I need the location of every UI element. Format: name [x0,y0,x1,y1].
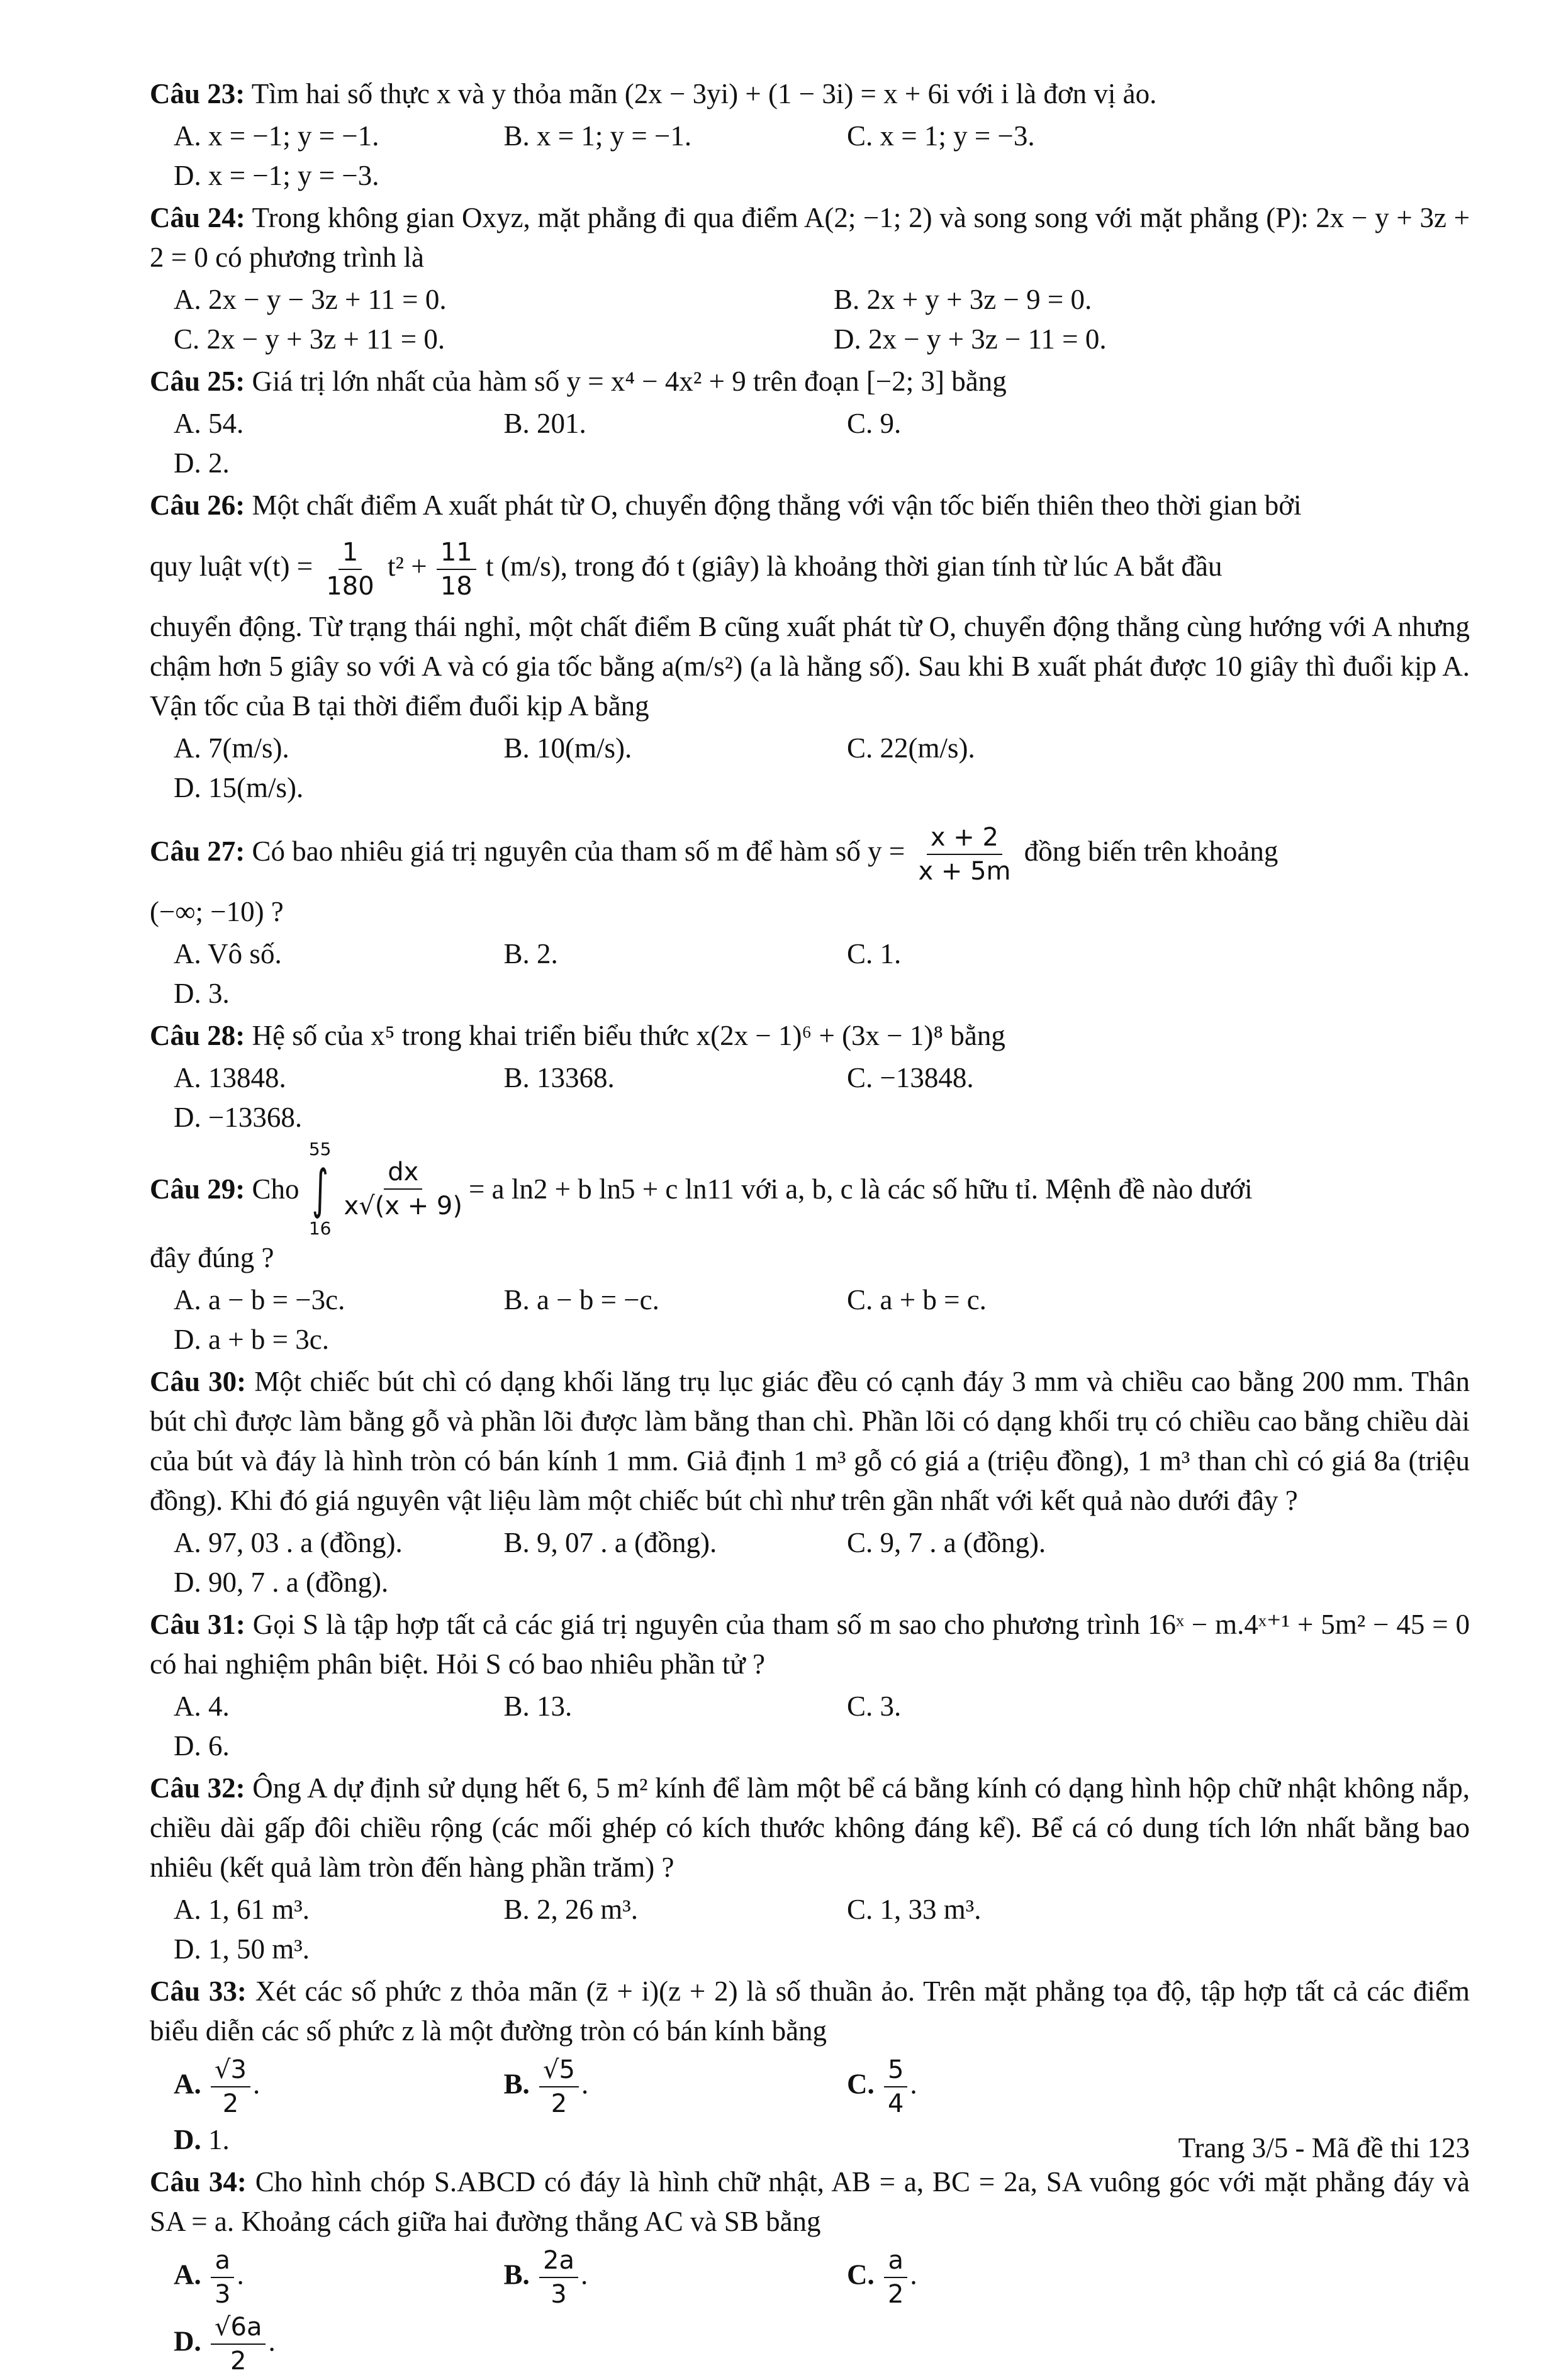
page-footer: Trang 3/5 - Mã đề thi 123 [1178,2132,1470,2164]
question-text: Cho [252,1173,299,1205]
option-fraction [211,2053,250,2120]
fraction-denominator: 3 [215,2280,231,2309]
fraction-numerator: 11 [437,536,476,570]
exam-page [150,74,1470,2380]
question-32 [150,1768,1470,1969]
question-label: Câu 24: [150,202,245,233]
fraction-denominator: 2 [551,2089,568,2118]
option-letter: D. [174,2325,201,2357]
formula-suffix: t (m/s), trong đó t (giây) là khoảng thời gian tính từ lúc A bắt đầu [485,550,1223,582]
option-b[interactable]: B. a − b = −c. [503,1284,659,1316]
question-31 [150,1605,1470,1766]
function-fraction [914,821,1014,888]
question-text-continued: đây đúng ? [150,1242,274,1273]
option-b[interactable]: B. 9, 07 . a (đồng). [503,1527,717,1558]
question-26 [150,486,1470,808]
option-letter: B. [503,2068,530,2100]
fraction-denominator: 2 [230,2347,247,2376]
option-a[interactable]: A. $\frac{a}{3}$ . [150,2244,480,2311]
question-label: Câu 25: [150,366,245,397]
fraction-denominator: 18 [440,571,473,601]
option-c[interactable]: C. 9. [846,408,902,439]
option-letter: C. [846,2068,875,2100]
question-label: Câu 32: [150,1772,245,1804]
option-a[interactable]: A. 1, 61 m³. [174,1894,310,1925]
question-label: Câu 28: [150,1020,245,1051]
fraction-denominator: 2 [222,2089,239,2118]
question-text: Ông A dự định sử dụng hết 6, 5 m² kính để làm một bể cá bằng kính có dạng hình hộp chữ nhật không nắp, chiều dài gấp đôi chiều rộng (các mối ghép có kích thước không đáng kể). Bể cá có dung tích lớn nhất bằng bao nhiêu (kết quả làm tròn đến hàng phần trăm) ? [150,1772,1470,1883]
option-b[interactable]: B. $\frac{2a}{3}$ . [480,2244,823,2311]
question-text: Một chất điểm A xuất phát từ O, chuyển động thẳng với vận tốc biến thiên theo thời gian bởi [252,489,1302,521]
question-text: Trong không gian Oxyz, mặt phẳng đi qua điểm A(2; −1; 2) và song song với mặt phẳng (P): 2x − y + 3z + 2 = 0 có phương trình là [150,202,1470,273]
option-d[interactable]: D. a + b = 3c. [174,1324,329,1355]
option-d[interactable]: D. $\frac{√6a}{2}$ . [150,2311,480,2377]
option-c[interactable]: C. x = 1; y = −3. [846,120,1035,152]
question-label: Câu 34: [150,2166,247,2198]
integrand-fraction [340,1156,466,1222]
question-text: Gọi S là tập hợp tất cả các giá trị nguyên của tham số m sao cho phương trình 16ˣ − m.4ˣ⁺¹ + 5m² − 45 = 0 có hai nghiệm phân biệt. Hỏi S có bao nhiêu phần tử ? [150,1609,1470,1680]
option-a[interactable]: A. $\frac{√3}{2}$ . [150,2053,480,2120]
fraction-denominator: x√(x + 9) [344,1192,462,1221]
formula-prefix: quy luật v(t) = [150,550,313,582]
option-a[interactable]: A. 4. [174,1690,230,1722]
fraction-numerator: √6a [211,2311,266,2345]
formula-middle: t² + [387,550,427,582]
option-c[interactable]: C. 2x − y + 3z + 11 = 0. [174,323,445,355]
question-label: Câu 27: [150,835,245,867]
option-fraction [211,2311,266,2377]
option-b[interactable]: B. 201. [503,408,586,439]
option-fraction [539,2244,578,2311]
option-d[interactable]: D. x = −1; y = −3. [174,160,379,191]
option-d[interactable]: D. 2x − y + 3z − 11 = 0. [834,323,1107,355]
option-value: 1. [208,2124,230,2155]
question-text: Cho hình chóp S.ABCD có đáy là hình chữ nhật, AB = a, BC = 2a, SA vuông góc với mặt phẳng đáy và SA = a. Khoảng cách giữa hai đường thẳng AC và SB bằng [150,2166,1470,2237]
option-a[interactable]: A. 13848. [174,1062,286,1093]
fraction-numerator: a [211,2244,234,2278]
fraction-numerator: x + 2 [927,821,1002,855]
option-a[interactable]: A. 7(m/s). [174,732,289,764]
option-a[interactable]: A. 97, 03 . a (đồng). [174,1527,403,1558]
option-d[interactable] [150,2120,480,2160]
option-c[interactable]: C. $\frac{5}{4}$ . [823,2053,1153,2120]
fraction-denominator: 180 [326,571,374,601]
option-d[interactable]: D. 1, 50 m³. [174,1933,310,1965]
fraction-numerator: dx [384,1156,422,1190]
question-30 [150,1362,1470,1602]
option-a[interactable]: A. a − b = −3c. [174,1284,345,1316]
question-27 [150,810,1470,1014]
option-c[interactable]: C. 1, 33 m³. [846,1894,982,1925]
option-b[interactable]: B. x = 1; y = −1. [503,120,692,152]
fraction-denominator: 3 [551,2280,567,2309]
question-23 [150,74,1470,196]
fraction-11-18 [437,536,476,603]
option-letter: C. [846,2259,875,2291]
integral-upper-limit: 55 [308,1139,332,1159]
question-text: Có bao nhiêu giá trị nguyên của tham số m để hàm số y = [252,835,905,867]
option-d[interactable]: D. 3. [174,978,230,1009]
fraction-denominator: 4 [887,2089,904,2118]
option-c[interactable]: C. 3. [846,1690,902,1722]
question-25 [150,362,1470,483]
option-letter: A. [174,2068,201,2100]
integral-sign [306,1140,334,1238]
question-34 [150,2162,1470,2377]
fraction-numerator: √5 [539,2053,579,2087]
option-a[interactable]: A. Vô số. [174,938,282,969]
fraction-numerator: √3 [211,2053,250,2087]
option-b[interactable]: B. 2x + y + 3z − 9 = 0. [834,284,1092,315]
option-a[interactable]: A. 2x − y − 3z + 11 = 0. [174,284,447,315]
option-a[interactable]: A. x = −1; y = −1. [174,120,379,152]
option-fraction [884,2244,907,2311]
option-fraction [211,2244,234,2311]
question-text: Tìm hai số thực x và y thỏa mãn (2x − 3yi) + (1 − 3i) = x + 6i với i là đơn vị ảo. [251,78,1157,109]
question-text-continued: chuyển động. Từ trạng thái nghỉ, một chất điểm B cũng xuất phát từ O, chuyển động thẳng cùng hướng với A nhưng chậm hơn 5 giây so với A và có gia tốc bằng a(m/s²) (a là hằng số). Sau khi B xuất phát được 10 giây thì đuổi kịp A. Vận tốc của B tại thời điểm đuổi kịp A bằng [150,611,1470,722]
option-c[interactable]: C. 22(m/s). [846,732,975,764]
option-c[interactable]: C. 9, 7 . a (đồng). [846,1527,1046,1558]
question-text: Một chiếc bút chì có dạng khối lăng trụ lục giác đều có cạnh đáy 3 mm và chiều cao bằng 200 mm. Thân bút chì được làm bằng gỗ và phần lõi được làm bằng than chì. Phần lõi có dạng khối trụ có chiều cao bằng chiều dài của bút và đáy là hình tròn có bán kính 1 mm. Giả định 1 m³ gỗ có giá a (triệu đồng), 1 m³ than chì có giá 8a (triệu đồng). Khi đó giá nguyên vật liệu làm một chiếc bút chì như trên gần nhất với kết quả nào dưới đây ? [150,1366,1470,1516]
option-d[interactable]: D. 6. [174,1730,230,1762]
fraction-numerator: 5 [884,2053,907,2087]
option-d[interactable]: D. −13368. [174,1102,303,1133]
integral-lower-limit: 16 [308,1218,332,1239]
option-letter: A. [174,2259,201,2291]
fraction-numerator: 2a [539,2244,578,2278]
fraction-1-180 [322,536,378,603]
option-d[interactable]: D. 15(m/s). [174,772,304,803]
question-text: Giá trị lớn nhất của hàm số y = x⁴ − 4x² + 9 trên đoạn [−2; 3] bằng [252,366,1007,397]
question-29 [150,1140,1470,1360]
question-label: Câu 33: [150,1975,247,2007]
question-text: Xét các số phức z thỏa mãn (z̄ + i)(z + 2) là số thuần ảo. Trên mặt phẳng tọa độ, tập hợp tất cả các điểm biểu diễn các số phức z là một đường tròn có bán kính bằng [150,1975,1470,2047]
question-text-tail: đồng biến trên khoảng [1024,835,1278,867]
option-c[interactable]: C. 1. [846,938,902,969]
option-b[interactable]: B. 2, 26 m³. [503,1894,639,1925]
option-d[interactable]: D. 90, 7 . a (đồng). [174,1567,389,1598]
option-b[interactable]: B. 2. [503,938,558,969]
option-letter: B. [503,2259,530,2291]
option-c[interactable]: C. −13848. [846,1062,974,1093]
option-b[interactable]: B. $\frac{√5}{2}$ . [480,2053,823,2120]
option-fraction [539,2053,579,2120]
option-d[interactable]: D. 2. [174,447,230,479]
question-label: Câu 31: [150,1609,245,1640]
question-24 [150,198,1470,359]
question-28 [150,1016,1470,1137]
option-c[interactable]: C. $\frac{a}{2}$ . [823,2244,1153,2311]
question-label: Câu 30: [150,1366,247,1397]
interval: (−∞; −10) ? [150,896,284,927]
option-a[interactable]: A. 54. [174,408,244,439]
question-text: Hệ số của x⁵ trong khai triển biểu thức x(2x − 1)⁶ + (3x − 1)⁸ bằng [252,1020,1005,1051]
option-c[interactable]: C. a + b = c. [846,1284,987,1316]
option-letter: D. [174,2124,201,2155]
option-b[interactable]: B. 13. [503,1690,573,1722]
fraction-denominator: x + 5m [918,856,1011,886]
velocity-formula-line [150,525,1470,607]
option-b[interactable]: B. 13368. [503,1062,615,1093]
question-label: Câu 23: [150,78,245,109]
integral-symbol: ∫ [311,1158,328,1220]
fraction-numerator: 1 [338,536,362,570]
fraction-numerator: a [884,2244,907,2278]
question-label: Câu 26: [150,489,245,521]
option-fraction [884,2053,907,2120]
option-b[interactable]: B. 10(m/s). [503,732,632,764]
question-label: Câu 29: [150,1173,245,1205]
question-text-tail: = a ln2 + b ln5 + c ln11 với a, b, c là các số hữu tỉ. Mệnh đề nào dưới [468,1173,1253,1205]
fraction-denominator: 2 [887,2280,904,2309]
